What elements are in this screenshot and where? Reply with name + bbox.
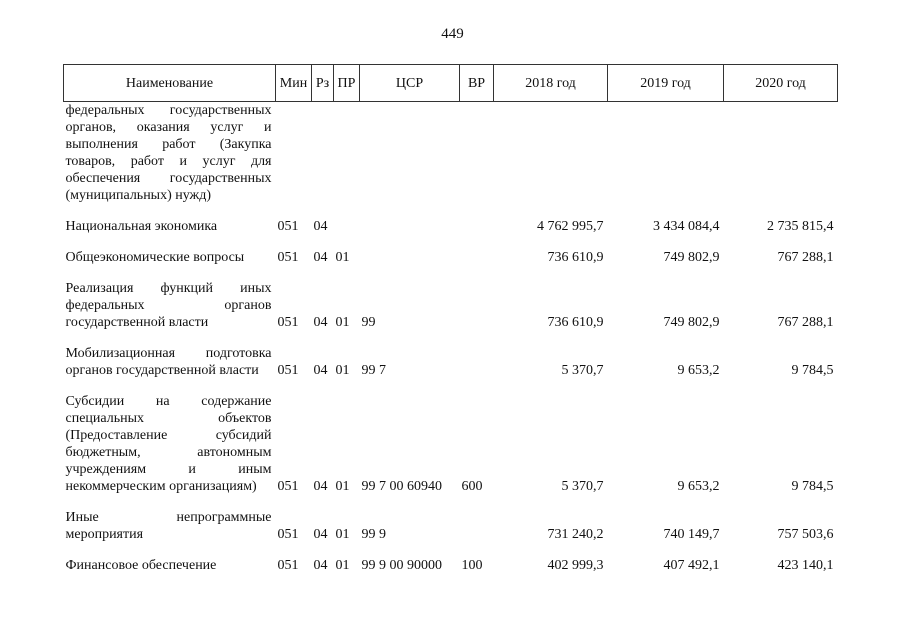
cell-min: 051 [277, 363, 299, 378]
cell-vr [460, 204, 494, 235]
budget-table [63, 64, 838, 574]
cell-rz [312, 102, 334, 205]
cell-name: Мобилизационная подготовка органов государственной власти [65, 346, 272, 378]
table-body [64, 102, 838, 575]
cell-pr: 01 [335, 527, 350, 542]
cell-y2018: 4 762 995,7 [537, 219, 604, 234]
cell-y2018 [494, 102, 608, 205]
cell-name: Финансовое обеспечение [65, 558, 217, 573]
cell-y2020: 767 288,1 [777, 250, 834, 265]
header-vr: ВР [460, 65, 494, 102]
cell-vr [460, 495, 494, 543]
cell-y2019: 9 653,2 [677, 479, 720, 494]
cell-min: 051 [277, 558, 299, 573]
cell-pr: 01 [335, 315, 350, 330]
cell-csr: 99 [361, 315, 376, 330]
cell-min: 051 [277, 219, 299, 234]
cell-name: Национальная экономика [65, 219, 218, 234]
header-2019: 2019 год [608, 65, 724, 102]
cell-rz: 04 [313, 363, 328, 378]
page-number: 449 [441, 26, 464, 42]
cell-min: 051 [277, 315, 299, 330]
header-csr: ЦСР [360, 65, 460, 102]
table-row [64, 235, 838, 266]
cell-y2018: 731 240,2 [547, 527, 604, 542]
header-2018: 2018 год [494, 65, 608, 102]
cell-pr [334, 204, 360, 235]
cell-csr [360, 235, 460, 266]
cell-y2019: 407 492,1 [663, 558, 720, 573]
cell-y2018: 5 370,7 [561, 363, 604, 378]
cell-csr: 99 9 [361, 527, 386, 542]
cell-pr [334, 102, 360, 205]
cell-csr [360, 204, 460, 235]
cell-y2020: 767 288,1 [777, 315, 834, 330]
header-pr: ПР [334, 65, 360, 102]
cell-vr: 100 [461, 558, 483, 573]
header-rz: Рз [312, 65, 334, 102]
cell-y2019: 3 434 084,4 [653, 219, 720, 234]
table-header [64, 65, 838, 102]
cell-pr: 01 [335, 479, 350, 494]
table-row [64, 543, 838, 574]
table-row [64, 379, 838, 495]
header-row [64, 65, 838, 102]
cell-y2020 [724, 102, 838, 205]
cell-pr: 01 [335, 250, 350, 265]
table-row [64, 331, 838, 379]
header-min: Мин [276, 65, 312, 102]
cell-y2019 [608, 102, 724, 205]
header-2020: 2020 год [724, 65, 838, 102]
cell-y2018: 5 370,7 [561, 479, 604, 494]
cell-rz: 04 [313, 558, 328, 573]
cell-y2019: 740 149,7 [663, 527, 720, 542]
cell-name: Реализация функций иных федеральных органов государственной власти [65, 281, 272, 330]
cell-y2020: 757 503,6 [777, 527, 834, 542]
cell-csr [360, 102, 460, 205]
cell-rz: 04 [313, 219, 328, 234]
cell-name: Общеэкономические вопросы [65, 250, 245, 265]
cell-y2018: 402 999,3 [547, 558, 604, 573]
cell-vr [460, 102, 494, 205]
cell-name: Иные непрограммные мероприятия [65, 510, 272, 542]
cell-y2020: 423 140,1 [777, 558, 834, 573]
cell-pr: 01 [335, 363, 350, 378]
cell-csr: 99 9 00 90000 [361, 558, 442, 573]
cell-vr [460, 331, 494, 379]
cell-y2019: 9 653,2 [677, 363, 720, 378]
cell-csr: 99 7 [361, 363, 386, 378]
cell-y2018: 736 610,9 [547, 315, 604, 330]
cell-rz: 04 [313, 250, 328, 265]
cell-min [276, 102, 312, 205]
cell-y2020: 2 735 815,4 [767, 219, 834, 234]
cell-y2020: 9 784,5 [791, 479, 834, 494]
cell-rz: 04 [313, 479, 328, 494]
cell-pr: 01 [335, 558, 350, 573]
cell-csr: 99 7 00 60940 [361, 479, 442, 494]
cell-vr [460, 235, 494, 266]
cell-min: 051 [277, 250, 299, 265]
cell-min: 051 [277, 479, 299, 494]
cell-name: федеральных государственных органов, оказания услуг и выполнения работ (Закупка товаров, работ и услуг для обеспечения государственных (муниципальных) нужд) [65, 103, 272, 203]
cell-y2018: 736 610,9 [547, 250, 604, 265]
cell-name: Субсидии на содержание специальных объектов (Предоставление субсидий бюджетным, автономным учреждениям и иным некоммерческим организациям) [65, 394, 272, 494]
table-row [64, 204, 838, 235]
cell-vr [460, 266, 494, 331]
cell-rz: 04 [313, 315, 328, 330]
cell-vr: 600 [461, 479, 483, 494]
cell-rz: 04 [313, 527, 328, 542]
table-row [64, 266, 838, 331]
table-row [64, 495, 838, 543]
cell-y2019: 749 802,9 [663, 315, 720, 330]
cell-min: 051 [277, 527, 299, 542]
cell-y2019: 749 802,9 [663, 250, 720, 265]
header-name: Наименование [64, 65, 276, 102]
cell-y2020: 9 784,5 [791, 363, 834, 378]
table-row [64, 102, 838, 205]
